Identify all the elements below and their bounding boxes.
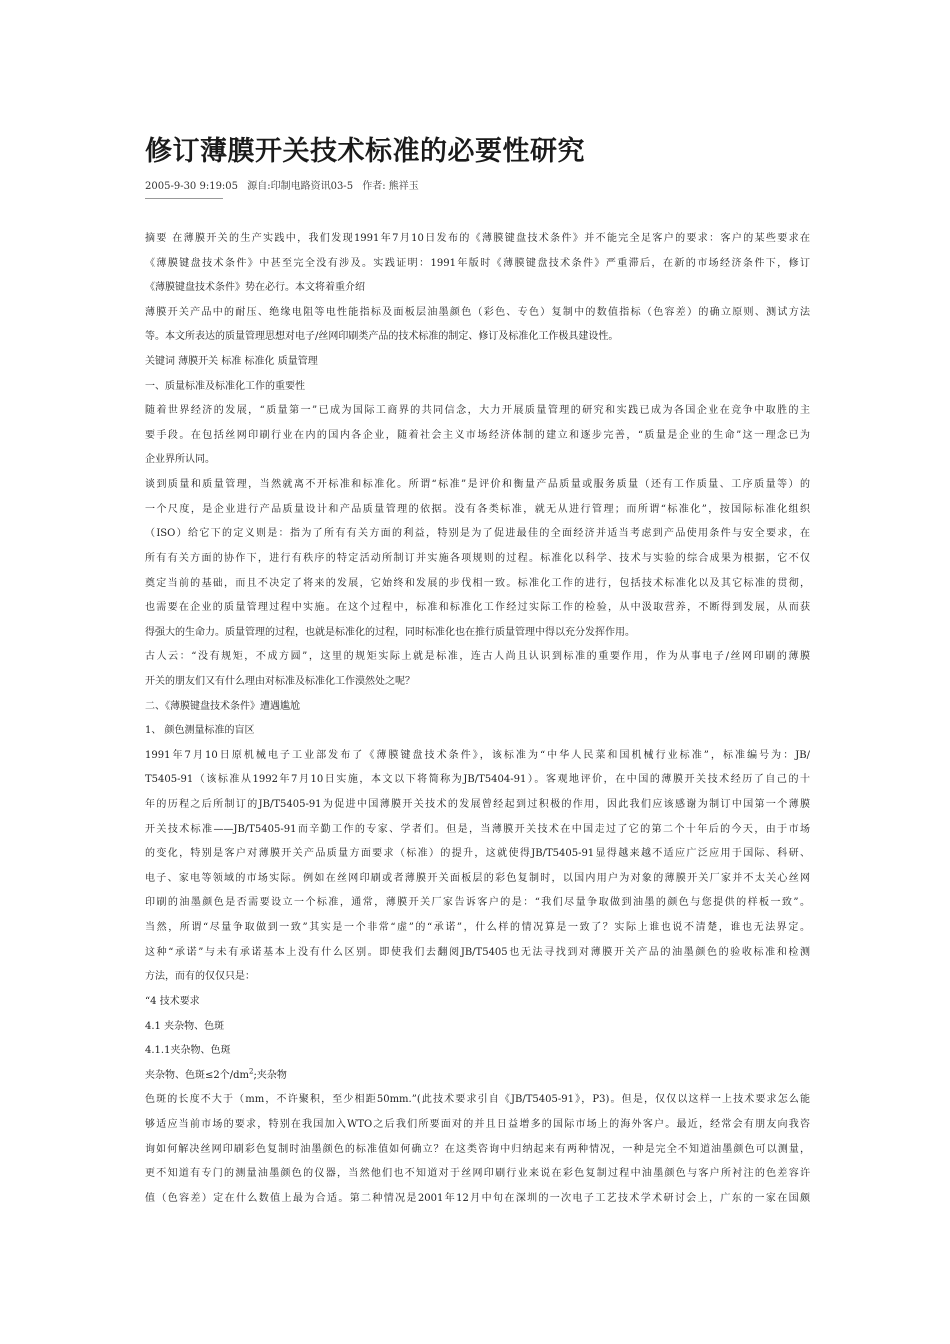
body-line: 年的历程之后所制订的JB/T5405-91为促进中国薄膜开关技术的发展曾经起到过积极的作用，因此我们应该感谢为制订中国第一个薄膜 xyxy=(145,799,810,811)
body-line: 等。本文所表达的质量管理思想对电子/丝网印刷类产品的技术标准的制定、修订及标准化工作极具建设性。 xyxy=(145,331,619,343)
page-title: 修订薄膜开关技术标准的必要性研究 xyxy=(145,136,585,167)
formula-suffix: ;夹杂物 xyxy=(253,1069,287,1081)
title-divider xyxy=(145,198,223,199)
body-line: 谈到质量和质量管理，当然就离不开标准和标准化。所谓“标准”是评价和衡量产品质量或服务质量（还有工作质量、工序质量等）的 xyxy=(145,479,810,491)
body-line: 1991年7月10日原机械电子工业部发布了《薄膜键盘技术条件》，该标准为“中华人民菜和国机械行业标准”，标准编号为：JB/ xyxy=(145,749,810,761)
formula-text: 夹杂物、色斑≤2个/dm xyxy=(145,1069,249,1081)
body-line: 的变化，特别是客户对薄膜开关产品质量方面要求（标准）的提升，这就使得JB/T5405-91显得越来越不适应广泛应用于国际、科研、 xyxy=(145,848,810,860)
clause-heading: 4.1 夹杂物、色斑 xyxy=(145,1020,225,1032)
body-line: 当然，所谓“尽量争取做到一致”其实是一个非常“虚”的“承诺”，什么样的情况算是一致了？实际上谁也说不清楚，谁也无法界定。 xyxy=(145,922,810,934)
section-heading: 二、《薄膜键盘技术条件》遭遇尴尬 xyxy=(145,700,300,712)
body-line: 摘要 在薄膜开关的生产实践中，我们发现1991年7月10日发布的《薄膜键盘技术条件》并不能完全足客户的要求：客户的某些要求在 xyxy=(145,233,810,244)
body-line: 值（色容差）定在什么数值上最为合适。第二种情况是2001年12月中旬在深圳的一次电子工艺技术学术研讨会上，广东的一家在国颇 xyxy=(145,1192,810,1204)
article-body xyxy=(145,227,810,1211)
body-line: 开关技术标准——JB/T5405-91而辛勤工作的专家、学者们。但是，当薄膜开关技术在中国走过了它的第二个十年后的今天，由于市场 xyxy=(145,823,810,835)
source-info: 源自:印制电路资讯03-5 xyxy=(247,181,354,192)
body-line: 也需要在企业的质量管理过程中实施。在这个过程中，标准和标准化工作经过实际工作的检验，从中汲取营养，不断得到发展，从而获 xyxy=(145,602,810,614)
publish-date: 2005-9-30 9:19:05 xyxy=(145,181,239,192)
body-line: 方法，而有的仅仅只是： xyxy=(145,971,255,983)
section-heading: 一、质量标准及标准化工作的重要性 xyxy=(145,380,305,392)
body-line: 开关的朋友们又有什么理由对标准及标准化工作漠然处之呢？ xyxy=(145,675,415,687)
body-line: 电子、家电等领域的市场实际。例如在丝网印刷或者薄膜开关面板层的彩色复制时，以国内用户为对象的薄膜开关厂家并不太关心丝网 xyxy=(145,872,810,884)
body-line: （ISO）给它下的定义则是：指为了所有有关方面的利益，特别是为了促进最佳的全面经济并适当考虑到产品使用条件与安全要求，在 xyxy=(145,528,810,540)
body-line: 《薄膜键盘技术条件》势在必行。本文将着重介绍 xyxy=(145,282,365,294)
article-meta xyxy=(145,180,810,194)
body-line: 得强大的生命力。质量管理的过程，也就是标准化的过程，同时标准化也在推行质量管理中得以充分发挥作用。 xyxy=(145,626,635,638)
body-line: 这种“承诺”与未有承诺基本上没有什么区别。即使我们去翻阅JB/T5405也无法寻找到对薄膜开关产品的油墨颜色的验收标准和检测 xyxy=(145,946,810,958)
clause-heading: 4.1.1夹杂物、色斑 xyxy=(145,1045,231,1057)
quote-heading: “4 技术要求 xyxy=(145,995,200,1007)
body-line: 要手段。在包括丝网印刷行业在内的国内各企业，随着社会主义市场经济体制的建立和逐步完善，“质量是企业的生命”这一理念已为 xyxy=(145,429,810,441)
body-line: 够适应当前市场的要求，特别在我国加入WTO之后我们所要面对的并且日益增多的国际市场上的海外客户。最近，经常会有朋友向我咨 xyxy=(145,1118,810,1130)
keywords-line: 关键词 薄膜开关 标准 标准化 质量管理 xyxy=(145,356,318,368)
formula-superscript: 2 xyxy=(249,1067,254,1076)
body-line: 随着世界经济的发展，“质量第一”已成为国际工商界的共同信念，大力开展质量管理的研究和实践已成为各国企业在竞争中取胜的主 xyxy=(145,405,810,417)
body-line: T5405-91（该标准从1992年7月10日实施，本文以下将简称为JB/T5404-91）。客观地评价，在中国的薄膜开关技术经历了自己的十 xyxy=(145,774,810,786)
formula-line xyxy=(145,1064,810,1089)
body-line: 《薄膜键盘技术条件》中甚至完全没有涉及。实践证明：1991年版时《薄膜键盘技术条件》严重滞后，在新的市场经济条件下，修订 xyxy=(145,257,810,269)
body-line: 色斑的长度不大于（mm，不许聚积，至少相距50mm.”(此技术要求引自《JB/T5405-91》，P3)。但是，仅仅以这样一上技术要求怎么能 xyxy=(145,1094,810,1106)
body-line: 薄膜开关产品中的耐压、绝缘电阻等电性能指标及面板层油墨颜色（彩色、专色）复制中的数值指标（色容差）的确立原则、测试方法 xyxy=(145,306,810,318)
author-info: 作者: 熊祥玉 xyxy=(362,181,419,192)
body-line: 企业界所认同。 xyxy=(145,454,215,466)
body-line: 奠定当前的基础，而且不决定了将来的发展，它始终和发展的步伐相一致。标准化工作的进行，包括技术标准化以及其它标准的贯彻， xyxy=(145,577,810,589)
body-line: 一个尺度，是企业进行产品质量设计和产品质量管理的依据。没有各类标准，就无从进行管理；而所谓“标准化”，按国际标准化组织 xyxy=(145,503,810,515)
body-line: 询如何解决丝网印刷彩色复制时油墨颜色的标准值如何确立？在这类咨询中归纳起来有两种情况，一种是完全不知道油墨颜色可以测量， xyxy=(145,1143,810,1155)
body-line: 古人云：“没有规矩，不成方圆”，这里的规矩实际上就是标准，连古人尚且认识到标准的重要作用，作为从事电子/丝网印刷的薄膜 xyxy=(145,651,810,663)
subsection-heading: 1、 颜色测量标准的盲区 xyxy=(145,725,255,737)
body-line: 更不知道有专门的测量油墨颜色的仪器，当然他们也不知道对于丝网印刷行业来说在彩色复制过程中油墨颜色与客户所衬注的色差容许 xyxy=(145,1168,810,1180)
body-line: 所有有关方面的协作下，进行有秩序的特定活动所制订并实施各项规则的过程。标准化以科学、技术与实验的综合成果为根据，它不仅 xyxy=(145,552,810,564)
body-line: 印刷的油墨颜色是否需要设立一个标准，通常，薄膜开关厂家告诉客户的是：“我们尽量争取做到油墨的颜色与您提供的样板一致”。 xyxy=(145,897,810,909)
